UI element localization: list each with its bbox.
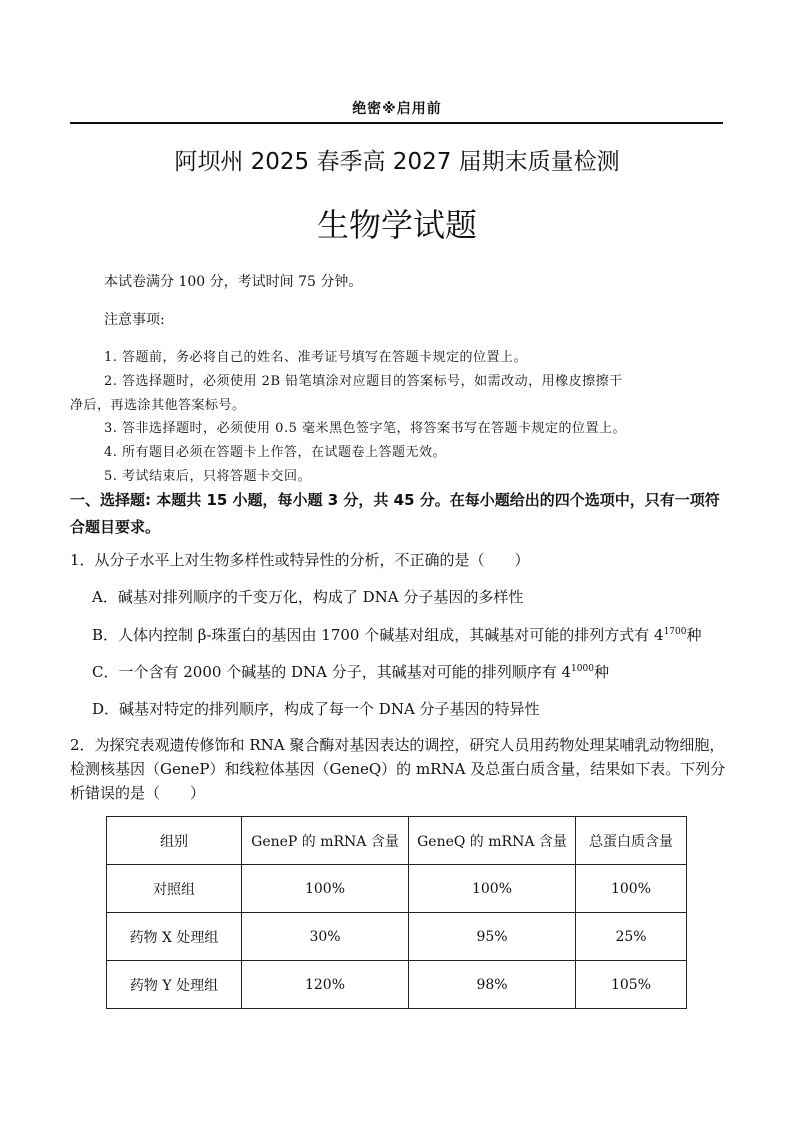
table-cell: 对照组 xyxy=(107,865,242,913)
question-2-stem: 2．为探究表观遗传修饰和 RNA 聚合酶对基因表达的调控，研究人员用药物处理某哺乳动物细胞，检测核基因（GeneP）和线粒体基因（GeneQ）的 mRNA 及总蛋白质含量，结果如下表。下列分析错误的是（ ） xyxy=(70,736,726,802)
section-heading: 一、选择题: 本题共 15 小题，每小题 3 分，共 45 分。在每小题给出的四个选项中，只有一项符合题目要求。 xyxy=(70,491,720,536)
option-c-tail: 种 xyxy=(593,663,609,681)
option-c-text: C．一个含有 2000 个碱基的 DNA 分子，其碱基对可能的排列顺序有 4 xyxy=(92,663,572,681)
option-c-exponent: 1000 xyxy=(571,664,594,674)
option-b-text: B．人体内控制 β-珠蛋白的基因由 1700 个碱基对组成，其碱基对可能的排列方式有 4 xyxy=(92,626,664,644)
subject-title: 生物学试题 xyxy=(316,206,477,244)
notice-item: 5. 考试结束后，只将答题卡交回。 xyxy=(104,469,312,484)
table-row xyxy=(107,865,687,913)
question-1-option-d: D．碱基对特定的排列顺序，构成了每一个 DNA 分子基因的特异性 xyxy=(92,700,540,718)
table-cell: 30% xyxy=(242,913,409,961)
score-line: 本试卷满分 100 分，考试时间 75 分钟。 xyxy=(104,274,363,290)
notice-item: 3. 答非选择题时，必须使用 0.5 毫米黑色签字笔，将答案书写在答题卡规定的位置上。 xyxy=(104,421,626,436)
table-row xyxy=(107,961,687,1009)
question-1-option-b xyxy=(92,624,701,645)
table-cell: 100% xyxy=(242,865,409,913)
table-cell: 98% xyxy=(409,961,576,1009)
table-header-cell: 组别 xyxy=(107,817,242,865)
exam-title: 阿坝州 2025 春季高 2027 届期末质量检测 xyxy=(174,149,620,175)
table-header-cell: GeneQ 的 mRNA 含量 xyxy=(409,817,576,865)
table-cell: 100% xyxy=(409,865,576,913)
header-rule xyxy=(70,122,723,124)
table-cell: 药物 Y 处理组 xyxy=(107,961,242,1009)
table-header-cell: GeneP 的 mRNA 含量 xyxy=(242,817,409,865)
results-table xyxy=(106,816,687,1009)
question-1-stem: 1．从分子水平上对生物多样性或特异性的分析，不正确的是（ ） xyxy=(70,551,530,569)
table-cell: 105% xyxy=(576,961,687,1009)
table-cell: 120% xyxy=(242,961,409,1009)
table-header-row xyxy=(107,817,687,865)
table-cell: 25% xyxy=(576,913,687,961)
table-cell: 100% xyxy=(576,865,687,913)
table-header-cell: 总蛋白质含量 xyxy=(576,817,687,865)
table-cell: 95% xyxy=(409,913,576,961)
notice-item: 4. 所有题目必须在答题卡上作答，在试题卷上答题无效。 xyxy=(104,445,447,460)
notice-heading: 注意事项: xyxy=(104,312,165,328)
notice-item: 1. 答题前，务必将自己的姓名、准考证号填写在答题卡规定的位置上。 xyxy=(104,350,528,365)
secrecy-label: 绝密※启用前 xyxy=(352,101,442,117)
notice-item: 2. 答选择题时，必须使用 2B 铅笔填涂对应题目的答案标号，如需改动，用橡皮擦擦干 xyxy=(104,374,623,389)
option-b-exponent: 1700 xyxy=(663,627,687,637)
table-cell: 药物 X 处理组 xyxy=(107,913,242,961)
notice-item: 净后，再选涂其他答案标号。 xyxy=(70,398,246,413)
table-row xyxy=(107,913,687,961)
question-1-option-a: A．碱基对排列顺序的千变万化，构成了 DNA 分子基因的多样性 xyxy=(92,588,524,606)
question-1-option-c xyxy=(92,661,609,682)
option-b-tail: 种 xyxy=(686,626,702,644)
